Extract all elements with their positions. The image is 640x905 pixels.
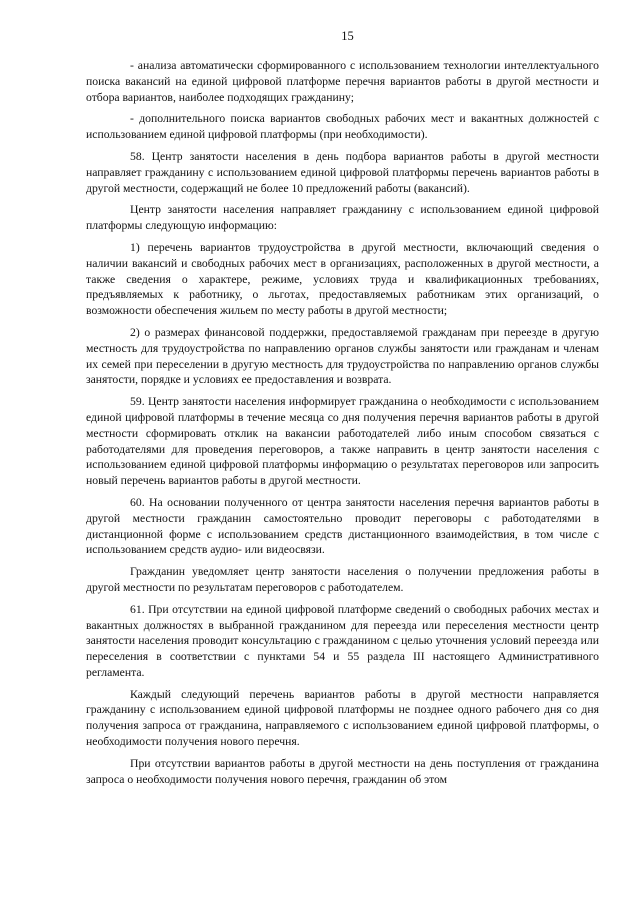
paragraph-citizen-notifies: Гражданин уведомляет центр занятости населения о получении предложения работы в другой местности по результатам переговоров с работодателем. [86, 565, 599, 594]
paragraph-additional-search: - дополнительного поиска вариантов свободных рабочих мест и вакантных должностей с использованием единой цифровой платформы (при необходимости). [86, 112, 599, 142]
paragraph-58: 58. Центр занятости населения в день подбора вариантов работы в другой местности направляет гражданину с использованием единой цифровой платформы перечень вариантов работы в другой местности, содержащий не более 10 предложений работы (вакансий). [86, 149, 599, 195]
paragraph-item-1: 1) перечень вариантов трудоустройства в другой местности, включающий сведения о наличии вакансий и свободных рабочих мест в организациях, расположенных в другой местности, а также сведения о характере, режиме, условиях труда и квалификационных требованиях, предъявляемых к работнику, о льготах, предоставляемых работникам этих организаций, о возможности обеспечения жильем по месту работы в другой местности; [86, 240, 599, 318]
paragraph-61: 61. При отсутствии на единой цифровой платформе сведений о свободных рабочих местах и вакантных должностях в выбранной гражданином для переезда или переселения местности центр занятости населения проводит консультацию с гражданином с целью уточнения условий переезда или переселения в соответствии с пунктами 54 и 55 раздела III настоящего Административного регламента. [86, 602, 599, 679]
paragraph-analysis: - анализа автоматически сформированного с использованием технологии интеллектуального поиска вакансий на единой цифровой платформе перечня вариантов работы в другой местности и отбора вариантов, наиболее подходящих гражданину; [86, 59, 599, 104]
paragraph-information-intro: Центр занятости населения направляет гражданину с использованием единой цифровой платформы следующую информацию: [86, 203, 599, 233]
page-number: 15 [341, 29, 354, 43]
paragraph-no-options: При отсутствии вариантов работы в другой местности на день поступления от гражданина запроса о необходимости получения нового перечня, гражданин об этом [86, 756, 599, 786]
paragraph-item-2: 2) о размерах финансовой поддержки, предоставляемой гражданам при переезде в другую местность для трудоустройства по направлению органов службы занятости или гражданам и членам их семей при переселении в другую местность для трудоустройства по направлению органов службы занятости, порядке и условиях ее предоставления и возврата. [86, 325, 599, 387]
paragraph-60: 60. На основании полученного от центра занятости населения перечня вариантов работы в другой местности гражданин самостоятельно проводит переговоры с работодателями в дистанционной форме с использованием средств дистанционного взаимодействия, в том числе с использованием средств аудио- или видеосвязи. [86, 495, 599, 557]
paragraph-59: 59. Центр занятости населения информирует гражданина о необходимости с использованием единой цифровой платформы в течение месяца со дня получения перечня вариантов работы в другой местности сформировать отклик на вакансии работодателей либо иным способом связаться с работодателями для проведения переговоров, а также направить в центр занятости населения с использованием единой цифровой платформы информацию о результатах переговоров или запросить новый перечень вариантов работы в другой местности. [86, 395, 599, 488]
paragraph-next-list: Каждый следующий перечень вариантов работы в другой местности направляется гражданину с использованием единой цифровой платформы не позднее одного рабочего дня со дня получения запроса от гражданина, направляемого с использованием единой цифровой платформы, о необходимости получения нового перечня. [86, 687, 599, 749]
